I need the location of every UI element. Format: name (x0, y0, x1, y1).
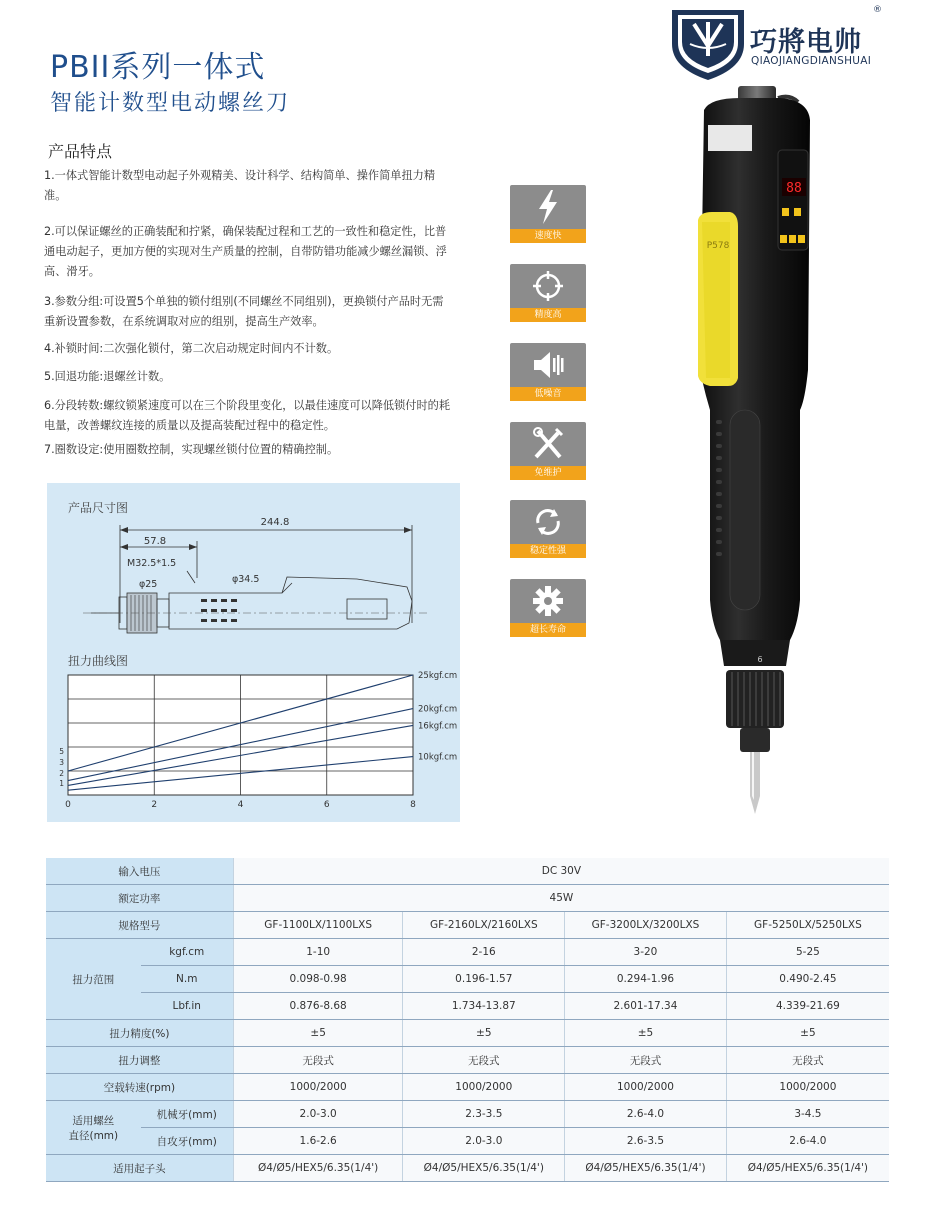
table-cell: 无段式 (565, 1047, 727, 1074)
row-label: 扭力调整 (46, 1047, 233, 1074)
table-row (46, 1155, 889, 1182)
badge-speed (510, 185, 586, 243)
dimension-title: 产品尺寸图 (68, 501, 129, 515)
table-row (46, 993, 889, 1020)
feature-item: 6.分段转数:螺纹锁紧速度可以在三个阶段里变化，以最佳速度可以降低锁付时的耗电量，改善螺纹连接的质量以及提高装配过程中的稳定性。 (44, 399, 451, 432)
chart-y-tick: 1 (59, 779, 64, 788)
table-cell: GF-1100LX/1100LXS (233, 912, 403, 939)
table-cell: 0.294-1.96 (565, 966, 727, 993)
page-title: PBII系列一体式 (50, 50, 266, 85)
unit-label: kgf.cm (141, 939, 234, 966)
table-cell: 无段式 (403, 1047, 565, 1074)
table-cell: 无段式 (726, 1047, 889, 1074)
table-cell: GF-5250LX/5250LXS (726, 912, 889, 939)
feature-item: 5.回退功能:退螺丝计数。 (44, 370, 171, 383)
table-cell: Ø4/Ø5/HEX5/6.35(1/4') (403, 1155, 565, 1182)
row-label: 规格型号 (46, 912, 233, 939)
table-cell: 0.098-0.98 (233, 966, 403, 993)
table-cell: 2-16 (403, 939, 565, 966)
table-cell: ±5 (726, 1020, 889, 1047)
feature-item: 2.可以保证螺丝的正确装配和拧紧，确保装配过程和工艺的一致性和稳定性，比普通电动起子，更加方便的实现对生产质量的控制，自带防错功能减少螺丝漏锁、浮高、滑牙。 (44, 225, 447, 278)
table-row (46, 966, 889, 993)
badge-noise (510, 343, 586, 401)
badge-label: 稳定性强 (510, 544, 586, 558)
table-cell: ±5 (565, 1020, 727, 1047)
row-label (46, 1101, 141, 1155)
dim-diameter-body: φ34.5 (232, 574, 260, 585)
table-row (46, 1101, 889, 1128)
table-cell: 无段式 (233, 1047, 403, 1074)
row-label-line: 适用螺丝 (72, 1114, 115, 1127)
row-label: 输入电压 (46, 858, 233, 885)
brand-name: 巧將电帅 (750, 27, 862, 58)
unit-label: Lbf.in (141, 993, 234, 1020)
table-cell: 1.6-2.6 (233, 1128, 403, 1155)
row-label: 适用起子头 (46, 1155, 233, 1182)
table-row (46, 1020, 889, 1047)
table-cell: 2.6-4.0 (565, 1101, 727, 1128)
dim-total-length: 244.8 (260, 517, 290, 528)
chart-x-tick: 6 (323, 800, 330, 810)
table-cell: 1000/2000 (403, 1074, 565, 1101)
chart-x-tick: 4 (237, 800, 244, 810)
feature-item: 3.参数分组:可设置5个单独的锁付组别(不同螺丝不同组别)，更换锁付产品时无需重新设置参数，在系统调取对应的组别，提高生产效率。 (44, 295, 444, 328)
gear-icon (532, 582, 564, 620)
table-cell: 4.339-21.69 (726, 993, 889, 1020)
table-cell: 1000/2000 (233, 1074, 403, 1101)
table-cell: 1000/2000 (565, 1074, 727, 1101)
dim-front-length: 57.8 (143, 536, 167, 547)
table-cell: 1-10 (233, 939, 403, 966)
torque-chart (47, 665, 460, 822)
badge-precision (510, 264, 586, 322)
shield-emblem-icon (668, 6, 748, 82)
table-cell: GF-3200LX/3200LXS (565, 912, 727, 939)
table-cell: 0.196-1.57 (403, 966, 565, 993)
chart-series-label: 10kgf.cm (418, 752, 458, 763)
badge-stability (510, 500, 586, 558)
table-row (46, 939, 889, 966)
chart-grid (68, 675, 413, 795)
badge-label: 低噪音 (510, 387, 586, 401)
row-label: 扭力精度(%) (46, 1020, 233, 1047)
unit-label: 机械牙(mm) (141, 1101, 234, 1128)
chart-x-tick: 8 (410, 800, 416, 810)
table-cell: 1000/2000 (726, 1074, 889, 1101)
badge-label: 超长寿命 (510, 623, 586, 637)
table-row (46, 858, 889, 885)
table-row (46, 1128, 889, 1155)
table-cell: Ø4/Ø5/HEX5/6.35(1/4') (726, 1155, 889, 1182)
table-cell: 3-20 (565, 939, 727, 966)
table-cell: 45W (233, 885, 889, 912)
chart-x-tick: 0 (65, 800, 71, 810)
cycle-icon (532, 503, 564, 541)
chart-y-tick: 2 (59, 769, 64, 778)
table-cell: 5-25 (726, 939, 889, 966)
table-row (46, 1074, 889, 1101)
chart-series-label: 16kgf.cm (418, 721, 458, 732)
chart-x-tick: 2 (151, 800, 158, 810)
unit-label: N.m (141, 966, 234, 993)
feature-item: 4.补锁时间:二次强化锁付，第二次启动规定时间内不计数。 (44, 342, 339, 355)
feature-item: 1.一体式智能计数型电动起子外观精美、设计科学、结构简单、操作简单扭力精准。 (44, 169, 436, 202)
table-cell: ±5 (233, 1020, 403, 1047)
switch-label: P578 (706, 241, 730, 251)
table-cell: 2.601-17.34 (565, 993, 727, 1020)
table-row (46, 1047, 889, 1074)
table-cell: Ø4/Ø5/HEX5/6.35(1/4') (565, 1155, 727, 1182)
unit-label: 自攻牙(mm) (141, 1128, 234, 1155)
badge-label: 精度高 (510, 308, 586, 322)
table-cell: 2.3-3.5 (403, 1101, 565, 1128)
row-label-line: 直径(mm) (68, 1129, 119, 1142)
table-cell: 1.734-13.87 (403, 993, 565, 1020)
dim-thread: M32.5*1.5 (127, 558, 177, 569)
badge-label: 速度快 (510, 229, 586, 243)
features-heading: 产品特点 (48, 142, 113, 161)
spec-table (46, 858, 889, 1182)
dimension-drawing (47, 483, 460, 653)
table-row (46, 885, 889, 912)
row-label: 扭力范围 (46, 939, 141, 1020)
table-cell: 0.490-2.45 (726, 966, 889, 993)
table-cell: 2.0-3.0 (233, 1101, 403, 1128)
brand-pinyin: QIAOJIANGDIANSHUAI (751, 55, 872, 67)
table-cell: DC 30V (233, 858, 889, 885)
badge-label: 免维护 (510, 466, 586, 480)
chart-title: 扭力曲线图 (68, 654, 129, 668)
display-digits: 88 (786, 181, 802, 196)
table-cell: 0.876-8.68 (233, 993, 403, 1020)
tools-icon (532, 425, 564, 463)
row-label: 空载转速(rpm) (46, 1074, 233, 1101)
speaker-icon (532, 346, 564, 384)
lightning-icon (532, 188, 564, 226)
collar-number: 6 (757, 655, 763, 664)
chart-y-tick: 3 (59, 758, 64, 767)
table-cell: 3-4.5 (726, 1101, 889, 1128)
badge-lifespan (510, 579, 586, 637)
table-cell: ±5 (403, 1020, 565, 1047)
table-cell: 2.6-4.0 (726, 1128, 889, 1155)
product-screwdriver-image (690, 80, 820, 820)
dim-diameter-front: φ25 (139, 579, 158, 590)
row-label: 额定功率 (46, 885, 233, 912)
table-cell: Ø4/Ø5/HEX5/6.35(1/4') (233, 1155, 403, 1182)
page-subtitle: 智能计数型电动螺丝刀 (50, 91, 291, 116)
chart-y-tick: 5 (59, 747, 64, 756)
registered-mark: ® (873, 5, 882, 15)
table-cell: 2.6-3.5 (565, 1128, 727, 1155)
feature-item: 7.圈数设定:使用圈数控制，实现螺丝锁付位置的精确控制。 (44, 443, 339, 456)
brand-logo (668, 6, 748, 82)
badge-maintenance (510, 422, 586, 480)
table-row (46, 912, 889, 939)
chart-series-label: 25kgf.cm (418, 671, 458, 681)
chart-series-label: 20kgf.cm (418, 704, 458, 715)
table-cell: GF-2160LX/2160LXS (403, 912, 565, 939)
crosshair-icon (532, 267, 564, 305)
table-cell: 2.0-3.0 (403, 1128, 565, 1155)
